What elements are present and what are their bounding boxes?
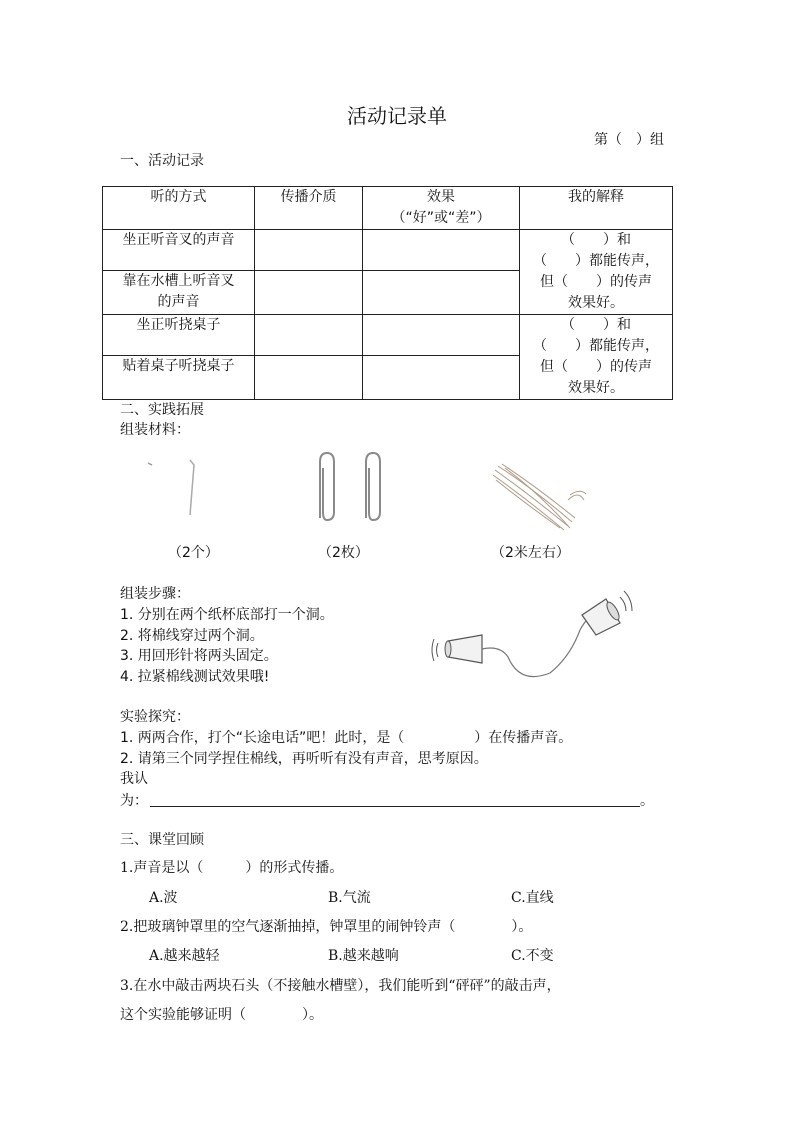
string-telephone-illustration	[430, 585, 640, 690]
medium-cell[interactable]	[255, 271, 363, 315]
explore-item: 2. 请第三个同学捏住棉线，再听听有没有声音，思考原因。	[120, 751, 488, 767]
steps-label: 组装步骤：	[120, 586, 190, 602]
activity-record-table	[102, 186, 673, 400]
medium-cell[interactable]	[255, 230, 363, 271]
think-end: 。	[640, 793, 654, 809]
material-caption-clip: （2枚）	[318, 545, 369, 561]
material-caption-thread: （2米左右）	[491, 545, 570, 561]
question-2: 2.把玻璃钟罩里的空气逐渐抽掉，钟罩里的闹钟铃声（ ）。	[120, 919, 533, 935]
explore-label: 实验探究：	[120, 709, 190, 725]
header-explanation: 我的解释	[520, 187, 673, 230]
explanation-line: （ ）和	[561, 317, 631, 333]
q1-option-a[interactable]: A.波	[149, 890, 178, 906]
header-medium: 传播介质	[255, 187, 363, 230]
medium-cell[interactable]	[255, 356, 363, 400]
explanation-cell[interactable]	[520, 315, 673, 400]
q2-option-a[interactable]: A.越来越轻	[149, 948, 220, 964]
explanation-line: （ ）和	[561, 232, 631, 248]
explanation-line: 但（ ）的传声	[540, 274, 652, 290]
section2-heading: 二、实践拓展	[120, 402, 204, 418]
question-3-line1: 3.在水中敲击两块石头（不接触水槽壁），我们能听到“砰砰”的敲击声，	[120, 978, 561, 994]
paper-clip-icon	[307, 450, 387, 525]
header-effect: 效果（“好”或“差”）	[363, 187, 520, 230]
materials-label: 组装材料：	[120, 422, 190, 438]
effect-cell[interactable]	[363, 356, 520, 400]
row-method: 坐正听音叉的声音	[103, 230, 255, 271]
explanation-line: 效果好。	[568, 380, 624, 396]
explore-item: 1. 两两合作，打个“长途电话”吧！此时，是（ ）在传播声音。	[120, 730, 573, 746]
section3-heading: 三、课堂回顾	[120, 832, 204, 848]
explanation-line: （ ）都能传声，	[533, 253, 659, 269]
section1-heading: 一、活动记录	[120, 153, 204, 169]
page-title: 活动记录单	[347, 104, 447, 128]
effect-cell[interactable]	[363, 271, 520, 315]
table-header-row	[103, 187, 673, 230]
q2-option-c[interactable]: C.不变	[511, 948, 554, 964]
think-prefix: 我认	[120, 771, 148, 787]
effect-cell[interactable]	[363, 315, 520, 356]
question-3-line2: 这个实验能够证明（ ）。	[120, 1007, 323, 1023]
paper-cup-icon	[140, 455, 210, 530]
effect-cell[interactable]	[363, 230, 520, 271]
q1-option-b[interactable]: B.气流	[328, 890, 371, 906]
think-prefix: 为：	[120, 793, 148, 809]
header-listen-method: 听的方式	[103, 187, 255, 230]
answer-line[interactable]	[150, 806, 640, 807]
table-row	[103, 230, 673, 271]
row-method: 坐正听挠桌子	[103, 315, 255, 356]
explanation-line: 但（ ）的传声	[540, 359, 652, 375]
row-method: 贴着桌子听挠桌子	[103, 356, 255, 400]
explanation-cell[interactable]	[520, 230, 673, 315]
material-caption-cup: （2个）	[168, 545, 219, 561]
explanation-line: 效果好。	[568, 295, 624, 311]
cotton-thread-icon	[490, 460, 590, 535]
step-item: 2. 将棉线穿过两个洞。	[120, 628, 264, 644]
q1-option-c[interactable]: C.直线	[511, 890, 554, 906]
q2-option-b[interactable]: B.越来越响	[328, 948, 399, 964]
group-label: 第（ ）组	[594, 132, 664, 148]
explanation-line: （ ）都能传声，	[533, 338, 659, 354]
table-row	[103, 315, 673, 356]
step-item: 3. 用回形针将两头固定。	[120, 648, 278, 664]
row-method: 靠在水槽上听音叉的声音	[103, 271, 255, 315]
step-item: 1. 分别在两个纸杯底部打一个洞。	[120, 607, 334, 623]
question-1: 1.声音是以（ ）的形式传播。	[120, 860, 344, 876]
step-item: 4. 拉紧棉线测试效果哦!	[120, 669, 270, 685]
medium-cell[interactable]	[255, 315, 363, 356]
